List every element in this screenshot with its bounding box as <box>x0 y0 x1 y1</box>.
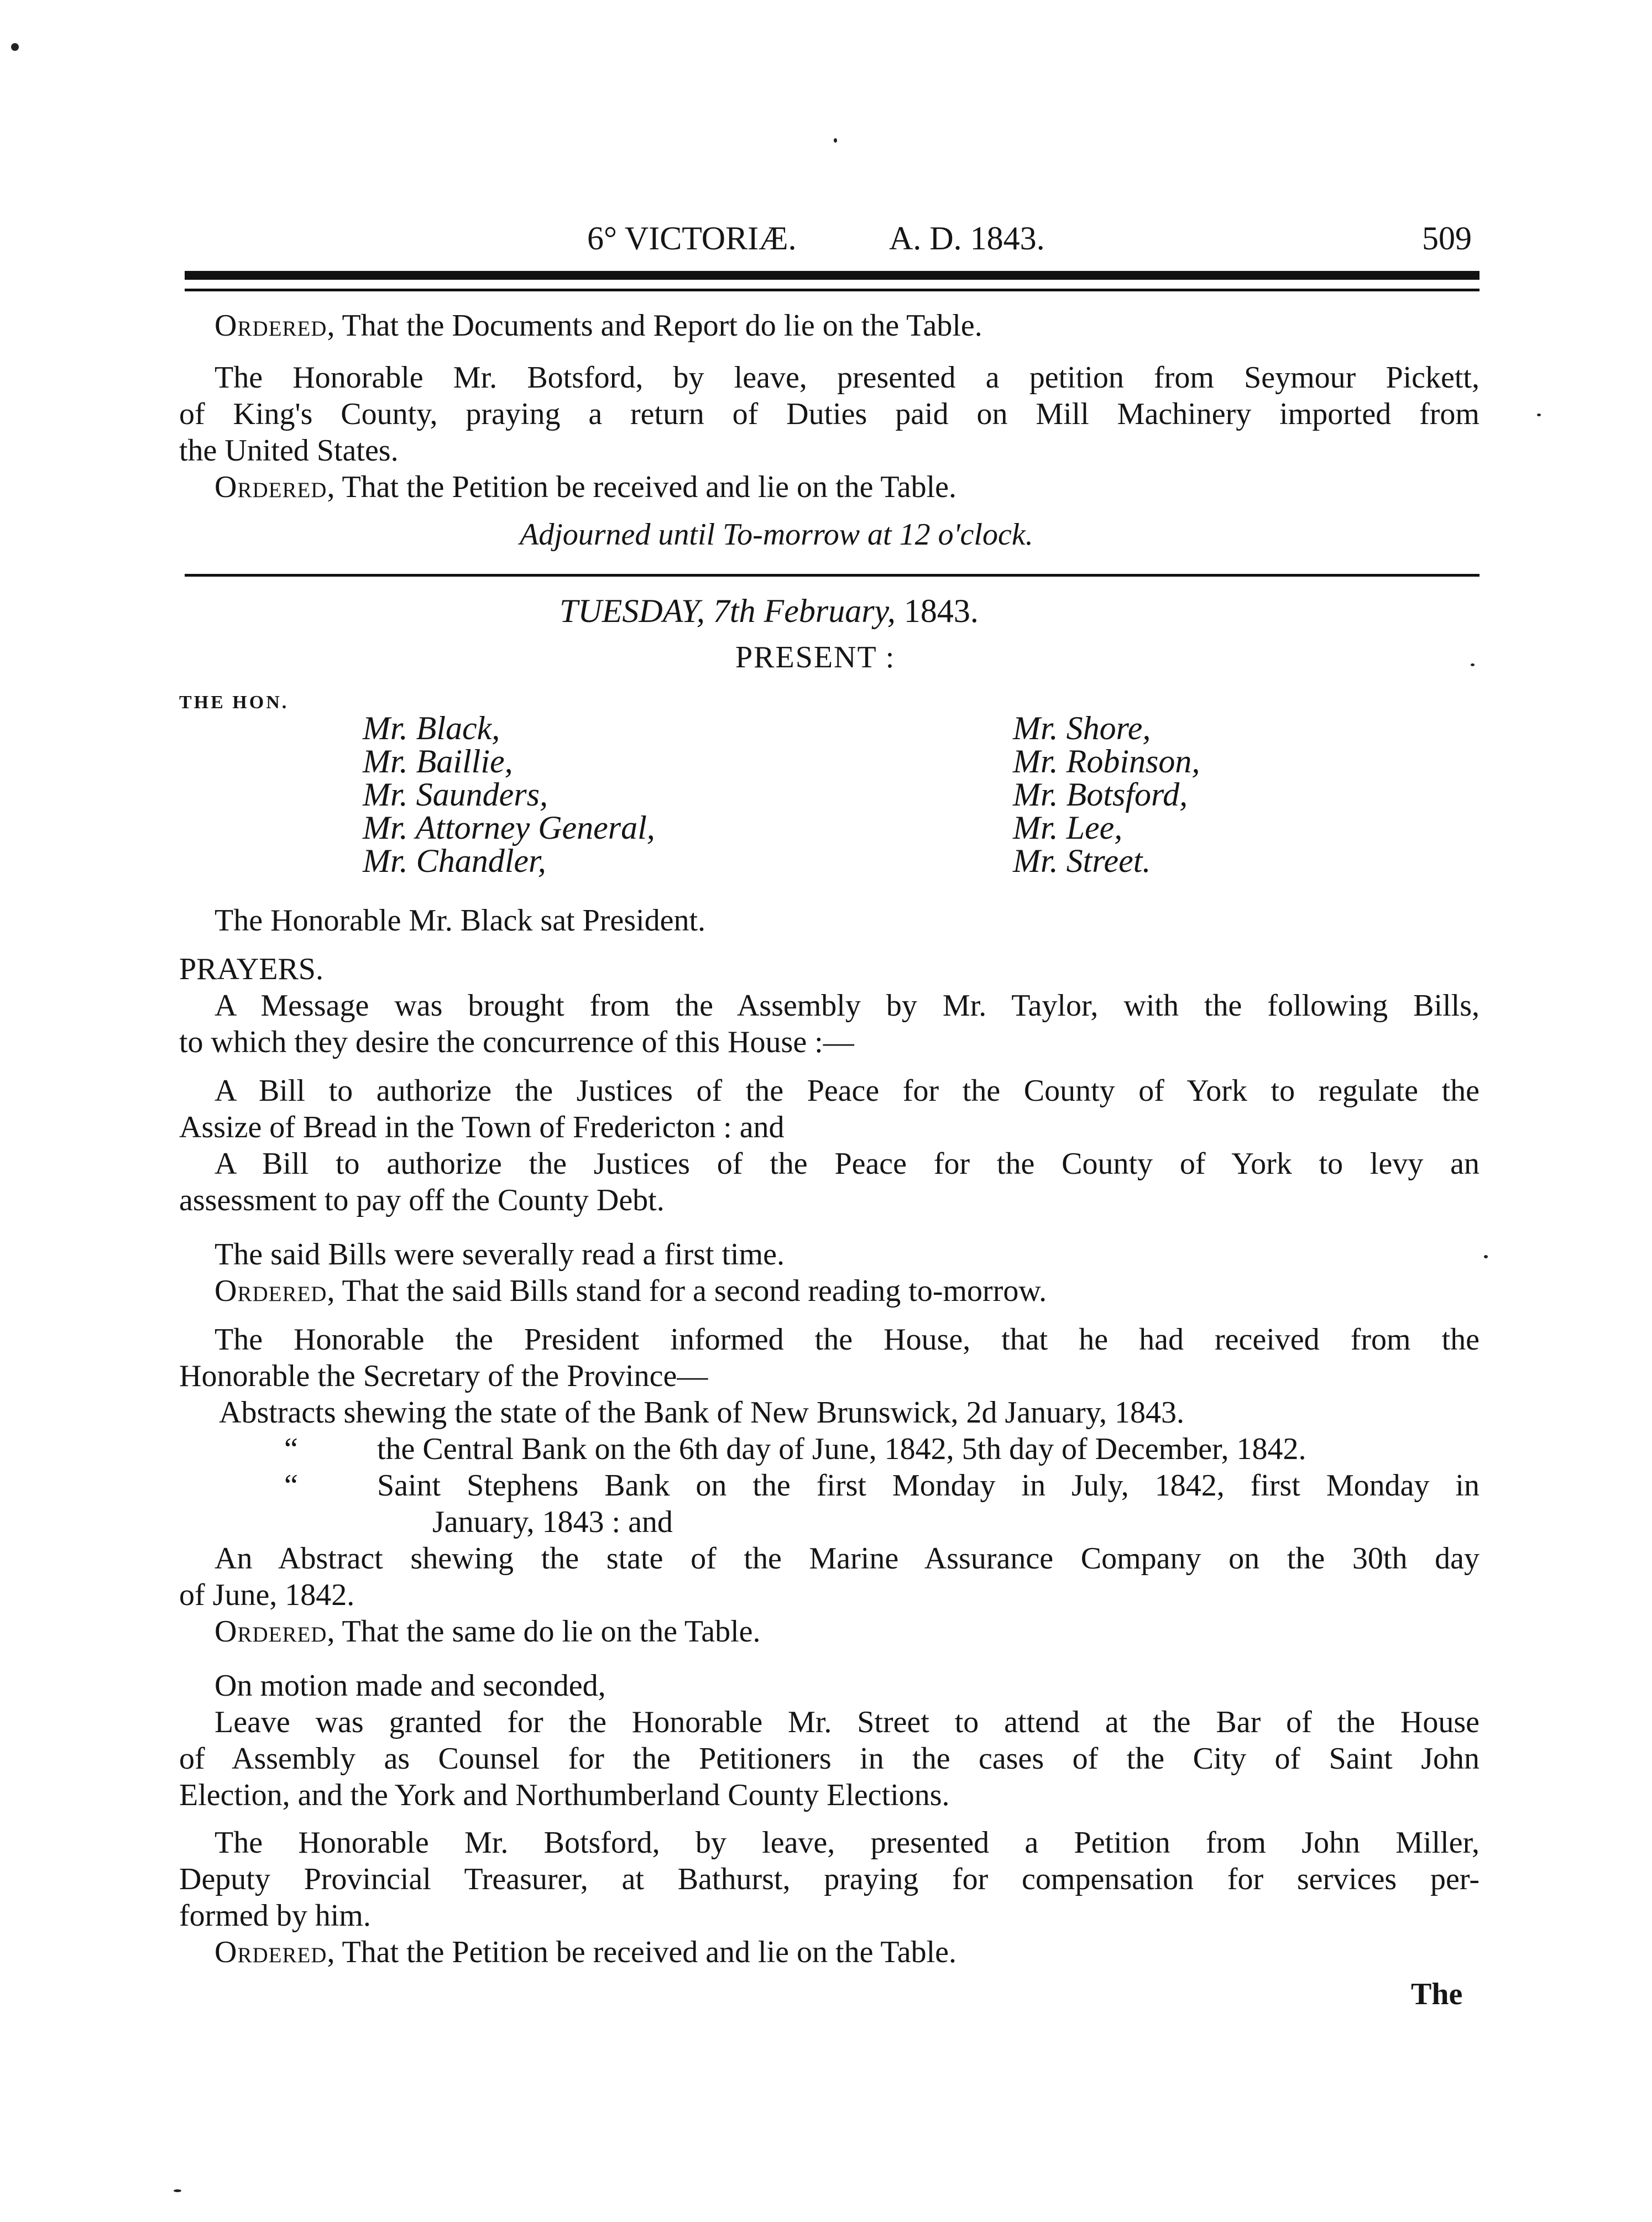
petition-line: formed by him. <box>179 1899 371 1933</box>
abstract-line: the Central Bank on the 6th day of June, 1842, 5th day of December, 1842. <box>377 1432 1306 1466</box>
session-date <box>560 593 979 629</box>
member-name: Mr. Shore, <box>1013 710 1151 746</box>
scan-speck <box>1471 663 1475 666</box>
session-day: TUESDAY, <box>560 593 705 629</box>
ordered-label: Ordered <box>215 1274 327 1308</box>
member-name: Mr. Black, <box>363 710 500 746</box>
running-head-year: A. D. 1843. <box>889 220 1045 257</box>
prayers-heading: PRAYERS. <box>179 952 323 986</box>
scan-speck <box>834 138 837 143</box>
ordered-line <box>215 469 956 505</box>
ordered-line <box>215 307 982 344</box>
president-line: The Honorable Mr. Black sat President. <box>215 903 706 938</box>
abstract-line: of June, 1842. <box>179 1578 355 1612</box>
ordered-text: , That the Documents and Report do lie on the Table. <box>327 309 982 343</box>
leave-line: Election, and the York and Northumberland County Elections. <box>179 1778 950 1812</box>
petition-line: of King's County, praying a return of Duties paid on Mill Machinery imported from <box>179 397 1480 431</box>
message-line: A Message was brought from the Assembly by Mr. Taylor, with the following Bills, <box>215 989 1480 1023</box>
header-rule-thick <box>185 271 1480 280</box>
scan-speck <box>11 43 19 51</box>
member-name: Mr. Botsford, <box>1013 776 1188 813</box>
ordered-label: Ordered <box>215 309 327 343</box>
leave-line: Leave was granted for the Honorable Mr. Street to attend at the Bar of the House <box>215 1705 1480 1739</box>
ordered-text: , That the said Bills stand for a second reading to-morrow. <box>327 1274 1047 1308</box>
ordered-label: Ordered <box>215 1935 327 1969</box>
member-name: Mr. Robinson, <box>1013 743 1200 780</box>
member-name: Mr. Street. <box>1013 843 1151 879</box>
page-number: 509 <box>1422 220 1472 257</box>
abstract-line: An Abstract shewing the state of the Marine Assurance Company on the 30th day <box>215 1541 1480 1576</box>
scan-speck <box>1484 1255 1488 1258</box>
adjournment-line: Adjourned until To-morrow at 12 o'clock. <box>520 517 1033 552</box>
ordered-line <box>215 1273 1047 1309</box>
member-name: Mr. Attorney General, <box>363 809 655 846</box>
petition-line: Deputy Provincial Treasurer, at Bathurst, praying for compensation for services per- <box>179 1862 1480 1896</box>
ordered-label: Ordered <box>215 1614 327 1649</box>
scan-speck <box>1537 414 1541 416</box>
bill-line: A Bill to authorize the Justices of the Peace for the County of York to levy an <box>215 1147 1480 1181</box>
ditto-mark: “ <box>284 1468 298 1503</box>
scan-speck <box>174 2189 181 2192</box>
president-info-line: The Honorable the President informed the House, that he had received from the <box>215 1322 1480 1357</box>
the-hon-label: THE HON. <box>179 692 289 713</box>
present-heading: PRESENT : <box>735 640 896 675</box>
session-year: 1843. <box>903 593 979 629</box>
bill-line: Assize of Bread in the Town of Fredericton : and <box>179 1110 785 1144</box>
member-name: Mr. Chandler, <box>363 843 546 879</box>
leave-line: of Assembly as Counsel for the Petitioners in the cases of the City of Saint John <box>179 1742 1480 1776</box>
president-info-line: Honorable the Secretary of the Province— <box>179 1359 708 1393</box>
petition-line: The Honorable Mr. Botsford, by leave, presented a petition from Seymour Pickett, <box>215 360 1480 395</box>
bill-line: assessment to pay off the County Debt. <box>179 1183 665 1217</box>
ditto-mark: “ <box>284 1432 298 1466</box>
member-name: Mr. Lee, <box>1013 809 1123 846</box>
bill-line: A Bill to authorize the Justices of the Peace for the County of York to regulate the <box>215 1074 1480 1108</box>
motion-line: On motion made and seconded, <box>215 1669 606 1703</box>
ordered-line <box>215 1613 760 1650</box>
petition-line: the United States. <box>179 433 399 468</box>
ordered-text: , That the Petition be received and lie on the Table. <box>327 1935 956 1969</box>
abstract-line: Abstracts shewing the state of the Bank of New Brunswick, 2d January, 1843. <box>219 1395 1185 1430</box>
running-head-regnal: 6° VICTORIÆ. <box>587 220 797 257</box>
session-date-text: 7th February, <box>713 593 896 629</box>
reading-line: The said Bills were severally read a first time. <box>215 1237 785 1272</box>
ordered-line <box>215 1934 956 1970</box>
member-name: Mr. Saunders, <box>363 776 548 813</box>
header-rule-thin <box>185 289 1480 291</box>
ordered-text: , That the Petition be received and lie on the Table. <box>327 470 956 504</box>
abstract-line: January, 1843 : and <box>432 1505 673 1539</box>
ordered-label: Ordered <box>215 470 327 504</box>
member-name: Mr. Baillie, <box>363 743 513 780</box>
section-rule <box>185 574 1480 577</box>
catchword: The <box>1411 1977 1463 2011</box>
abstract-line: Saint Stephens Bank on the first Monday in July, 1842, first Monday in <box>377 1468 1480 1503</box>
petition-line: The Honorable Mr. Botsford, by leave, presented a Petition from John Miller, <box>215 1826 1480 1860</box>
ordered-text: , That the same do lie on the Table. <box>327 1614 761 1649</box>
message-line: to which they desire the concurrence of this House :— <box>179 1025 854 1059</box>
